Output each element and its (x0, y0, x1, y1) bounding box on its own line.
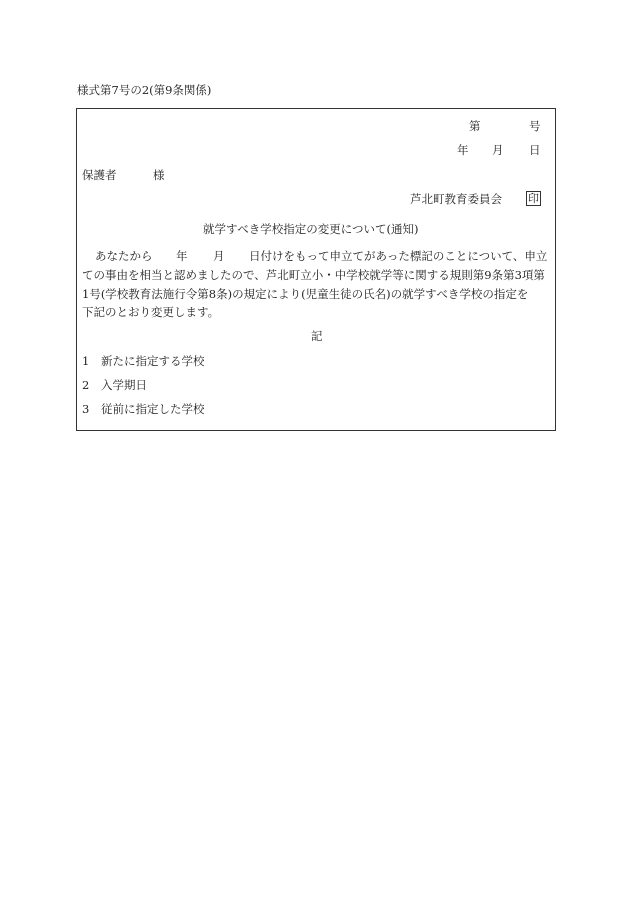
seal-mark (526, 191, 541, 206)
ki-heading: 記 (311, 329, 323, 343)
guardian-label: 保護者 (82, 168, 117, 182)
body-line1-prefix: あなたから (95, 249, 153, 263)
notice-title: 就学すべき学校指定の変更について(通知) (203, 222, 419, 236)
seal-text: 印 (528, 192, 539, 205)
body-line1-year: 年 (176, 249, 188, 263)
body-line1-rest: 日付けをもって申立てがあった標記のことについて、申立 (249, 249, 548, 263)
body-line3: 1号(学校教育法施行令第8条)の規定により(児童生徒の氏名)の就学すべき学校の指定を (82, 287, 529, 301)
date-month: 月 (492, 143, 504, 157)
number-suffix: 号 (529, 119, 541, 133)
form-label: 様式第7号の2(第9条関係) (77, 83, 212, 97)
item-number: 1 (82, 354, 90, 368)
item-number: 2 (82, 378, 90, 392)
item-label: 従前に指定した学校 (101, 402, 205, 416)
body-line4: 下記のとおり変更します。 (82, 305, 220, 319)
item-label: 入学期日 (101, 378, 147, 392)
guardian-honorific: 様 (153, 168, 165, 182)
sender-name: 芦北町教育委員会 (410, 192, 502, 206)
number-prefix: 第 (469, 119, 481, 133)
item-number: 3 (82, 402, 90, 416)
body-line2: ての事由を相当と認めましたので、芦北町立小・中学校就学等に関する規則第9条第3項第 (82, 268, 545, 282)
item-label: 新たに指定する学校 (101, 354, 205, 368)
date-year: 年 (457, 143, 469, 157)
body-line1-month: 月 (213, 249, 225, 263)
date-day: 日 (529, 143, 541, 157)
